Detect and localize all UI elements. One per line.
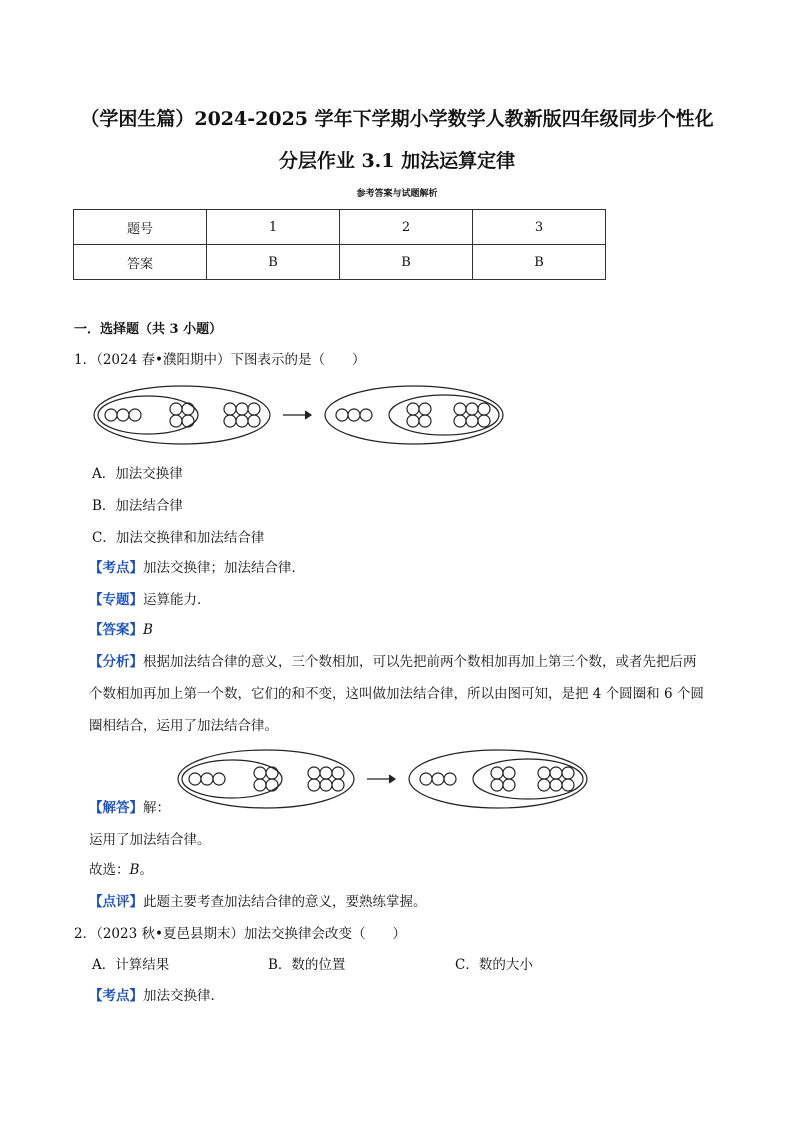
- kaodian-line: [89, 556, 305, 576]
- table-cell: 题号: [74, 210, 207, 245]
- fenxi-line-1: [89, 650, 697, 670]
- table-cell: B: [207, 245, 340, 280]
- zhuanti-line: [89, 588, 211, 608]
- jieda-line-2: [89, 858, 153, 878]
- dianping-line: [89, 890, 427, 910]
- question-2-stem: 2．（2023 秋•夏邑县期末）加法交换律会改变（ ）: [74, 926, 406, 942]
- solution-figure: [176, 746, 596, 812]
- jieda-text: 解：: [143, 800, 170, 816]
- dianping-text: 此题主要考查加法结合律的意义，要熟练掌握。: [143, 894, 427, 910]
- q2-option-a: A．计算结果: [92, 957, 170, 973]
- question-1-figure: [92, 382, 512, 448]
- zhuanti-label: 【专题】: [89, 592, 143, 608]
- table-cell: 1: [207, 210, 340, 245]
- jieda-line-1: 运用了加法结合律。: [89, 832, 211, 848]
- table-cell: 答案: [74, 245, 207, 280]
- table-cell: 3: [473, 210, 606, 245]
- question-1-stem: 1．（2024 春•濮阳期中）下图表示的是（ ）: [74, 352, 366, 368]
- fenxi-line-2: 个数相加再加上第一个数，它们的和不变，这叫做加法结合律，所以由图可知，是把 4 个圆圈和 6 个圆: [89, 686, 704, 702]
- answer-subtitle: 参考答案与试题解析: [356, 189, 438, 199]
- daan-line: [89, 618, 153, 638]
- section-heading: 一．选择题（共 3 小题）: [74, 322, 223, 337]
- q2-option-b: B．数的位置: [268, 957, 346, 973]
- document-title-line-2: 分层作业 3.1 加法运算定律: [278, 150, 516, 172]
- jieda-choice-suffix: 。: [139, 862, 153, 878]
- jieda-choice-prefix: 故选：: [89, 862, 130, 878]
- jieda-label: 【解答】: [89, 800, 143, 816]
- fenxi-label: 【分析】: [89, 654, 143, 670]
- table-cell: B: [340, 245, 473, 280]
- jieda-line: [89, 796, 170, 816]
- daan-label: 【答案】: [89, 622, 143, 638]
- zhuanti-text: 运算能力．: [143, 592, 211, 608]
- table-row: [74, 210, 606, 245]
- fenxi-text-1: 根据加法结合律的意义，三个数相加，可以先把前两个数相加再加上第三个数，或者先把后两: [143, 654, 697, 670]
- q2-kaodian-text: 加法交换律．: [143, 988, 224, 1004]
- kaodian-text: 加法交换律；加法结合律．: [143, 560, 305, 576]
- kaodian-label: 【考点】: [89, 560, 143, 576]
- table-cell: B: [473, 245, 606, 280]
- option-b: B．加法结合律: [92, 498, 183, 514]
- q2-kaodian-label: 【考点】: [89, 988, 143, 1004]
- option-c: C．加法交换律和加法结合律: [92, 530, 265, 546]
- jieda-choice: B: [129, 862, 140, 878]
- document-title-line-1: （学困生篇）2024-2025 学年下学期小学数学人教新版四年级同步个性化: [80, 108, 714, 130]
- q2-option-c: C．数的大小: [455, 957, 533, 973]
- q2-kaodian-line: [89, 984, 224, 1004]
- fenxi-line-3: 圈相结合，运用了加法结合律。: [89, 718, 278, 734]
- answer-table: [73, 209, 606, 280]
- table-cell: 2: [340, 210, 473, 245]
- dianping-label: 【点评】: [89, 894, 143, 910]
- table-row: [74, 245, 606, 280]
- option-a: A．加法交换律: [92, 466, 183, 482]
- daan-text: B: [143, 622, 153, 638]
